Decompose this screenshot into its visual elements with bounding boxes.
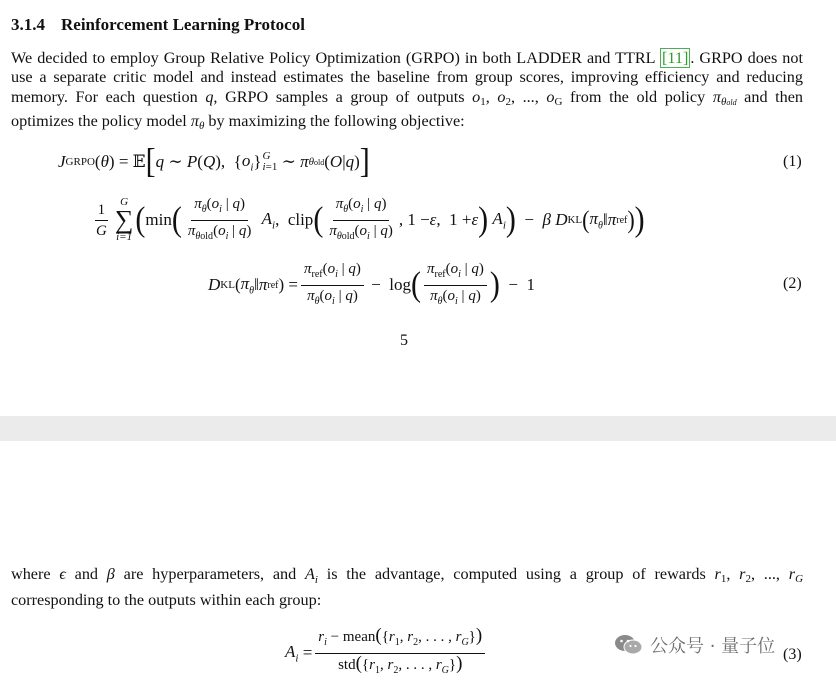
text-run: from the old policy	[562, 87, 713, 106]
text-run: memory. For each question	[11, 87, 206, 106]
page-separator	[0, 416, 836, 441]
text-run: are hyperparameters, and	[114, 565, 305, 583]
watermark-text: 公众号 · 量子位	[650, 636, 776, 657]
equation-number: (1)	[783, 153, 802, 170]
equation-number: (2)	[783, 275, 802, 292]
text-run: use a separate critic model and instead estimates the baseline from group scores, improving efficiency and reducing	[11, 68, 803, 87]
advantage-paragraph: where ϵ and β are hyperparameters, and $A_i$ is the advantage, computed using a group of rewards $r_1$, $r_2$, ..., $r_G$ corresponding to the outputs within each group:	[11, 565, 804, 609]
text-run: corresponding to the outputs within each group:	[11, 590, 322, 609]
text-run: . GRPO does not	[690, 49, 803, 67]
equation-2: D KL ( $\pi_\theta$ ‖ π ref ) = $\frac{\pi_{ref}(o_i | q)}{\pi_\theta(o_i | q)}$ − log ( $\frac{\pi_{ref}(o_i | q)}{\pi_\theta(o_i | q)}$ ) − 1	[208, 260, 535, 307]
equation-number: (3)	[783, 646, 802, 663]
wechat-icon	[614, 633, 644, 657]
intro-paragraph: We decided to employ Group Relative Policy Optimization (GRPO) in both LADDER and TTRL [11] . GRPO does not use a separate critic model and instead estimates the baseline from group scores, improving efficiency and reducing memory. For each question q, GRPO samples a group of outputs $o_1$, $o_2$, ..., $o_G$ from the old policy $\pi_{\theta old}$ and then optimizes the policy model $\pi_\theta$ by maximizing the following objective:	[11, 49, 804, 133]
equation-1-line-1: J GRPO ( θ ) = 𝔼 [ q ∼ P ( Q ), { $o_i$ } G i=1 ∼ π θold ( O | q ) ]	[58, 142, 370, 181]
page-number: 5	[400, 332, 408, 349]
section-title: Reinforcement Learning Protocol	[61, 15, 305, 34]
equation-1-line-2: $\frac{1}{G}$ G ∑ i=1 ( min ( $\frac{\pi_\theta(o_i | q)}{\pi_{\theta old}(o_i | q)}$ $A_i$ , clip ( $\frac{\pi_\theta(o_i | q)}{\pi_{\theta old}(o_i | q)}$ , 1 − ε , 1 + ε ) $A_i$ ) − β D KL ( $\pi_\theta$ ‖ π ref ) )	[96, 195, 645, 243]
text-run: where	[11, 565, 60, 583]
text-run: is the advantage, computed using a group of rewards	[317, 565, 715, 583]
equation-3: $A_i$ = $\frac{r_i - mean(\{r_1, r_2, . . . , r_G\})}{std(\{r_1, r_2, . . . , r_G\})}$	[285, 630, 488, 676]
watermark	[614, 632, 775, 658]
text-run: by maximizing the following objective:	[204, 112, 465, 131]
text-run: and	[65, 565, 107, 583]
section-heading	[11, 15, 305, 35]
section-number: 3.1.4	[11, 15, 45, 34]
citation-link[interactable]: [11]	[661, 49, 689, 67]
text-run: optimizes the policy model	[11, 112, 191, 131]
text-run: and then	[736, 87, 804, 106]
text-run: , GRPO samples a group of outputs	[213, 87, 473, 106]
text-run: We decided to employ Group Relative Policy Optimization (GRPO) in both LADDER and TTRL	[11, 49, 660, 67]
